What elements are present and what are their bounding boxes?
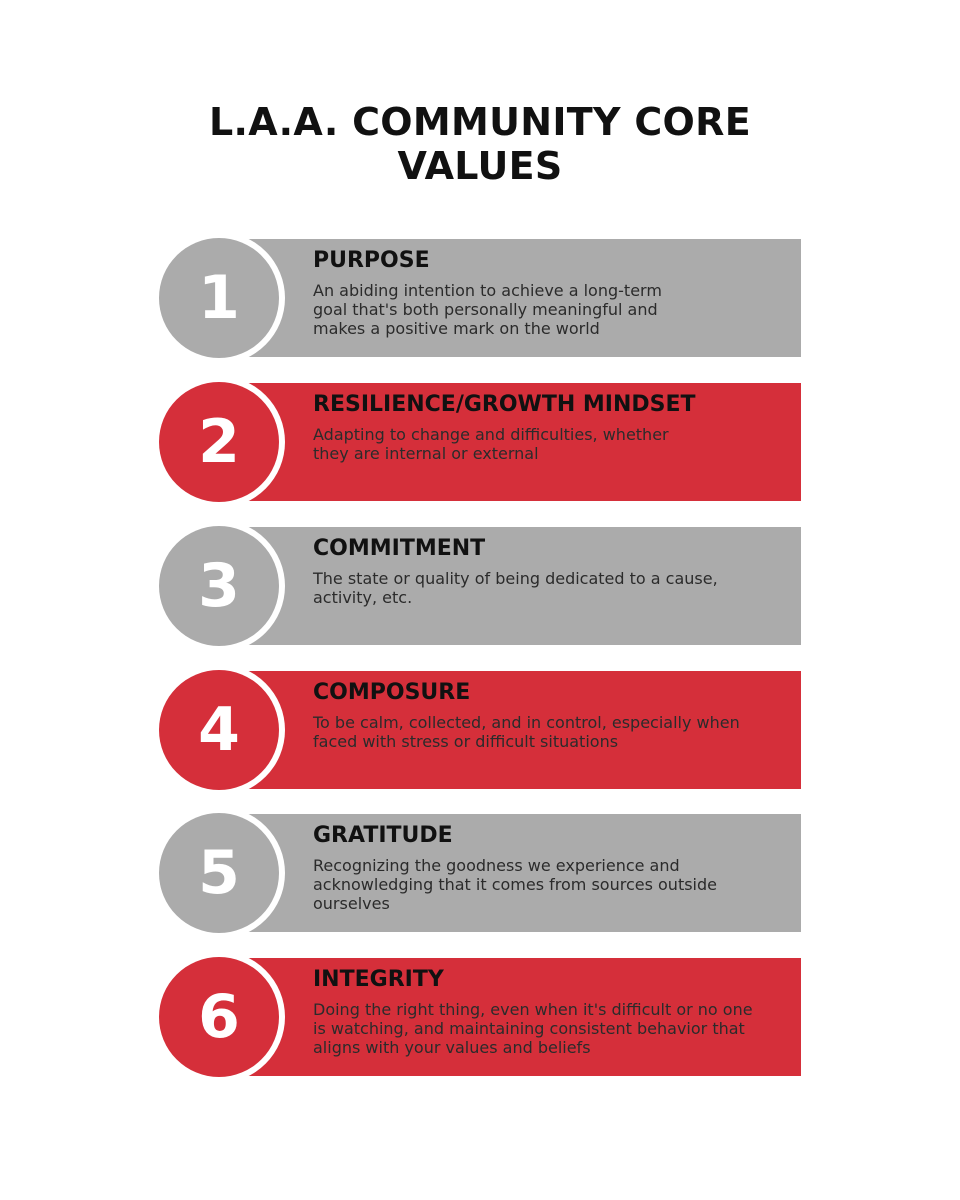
value-heading: COMPOSURE bbox=[313, 680, 471, 705]
number-circle bbox=[153, 951, 285, 1083]
value-item-composure bbox=[0, 667, 960, 793]
value-description bbox=[313, 713, 740, 751]
value-item-gratitude bbox=[0, 810, 960, 936]
value-description bbox=[313, 569, 718, 607]
description-line: An abiding intention to achieve a long-term bbox=[313, 281, 662, 300]
number-badge: 4 bbox=[159, 670, 279, 790]
number-circle bbox=[153, 232, 285, 364]
description-line: goal that's both personally meaningful and bbox=[313, 300, 658, 319]
description-line: Adapting to change and difficulties, whether bbox=[313, 425, 669, 444]
value-heading: GRATITUDE bbox=[313, 823, 453, 848]
description-line: To be calm, collected, and in control, especially when bbox=[313, 713, 740, 732]
description-line: Doing the right thing, even when it's difficult or no one bbox=[313, 1000, 753, 1019]
value-heading: INTEGRITY bbox=[313, 967, 444, 992]
number-circle bbox=[153, 376, 285, 508]
description-line: Recognizing the goodness we experience and bbox=[313, 856, 680, 875]
value-item-resilience bbox=[0, 379, 960, 505]
description-line: makes a positive mark on the world bbox=[313, 319, 600, 338]
number-circle bbox=[153, 664, 285, 796]
value-description bbox=[313, 856, 717, 913]
value-item-commitment bbox=[0, 523, 960, 649]
value-heading: PURPOSE bbox=[313, 248, 430, 273]
value-item-purpose bbox=[0, 235, 960, 361]
value-heading: RESILIENCE/GROWTH MINDSET bbox=[313, 392, 696, 417]
page-title bbox=[0, 100, 960, 188]
description-line: is watching, and maintaining consistent behavior that bbox=[313, 1019, 745, 1038]
description-line: The state or quality of being dedicated to a cause, bbox=[313, 569, 718, 588]
value-description bbox=[313, 281, 662, 338]
value-description bbox=[313, 425, 669, 463]
description-line: acknowledging that it comes from sources outside bbox=[313, 875, 717, 894]
number-badge: 1 bbox=[159, 238, 279, 358]
number-badge: 2 bbox=[159, 382, 279, 502]
description-line: ourselves bbox=[313, 894, 390, 913]
page-title-line-1: L.A.A. COMMUNITY CORE bbox=[209, 100, 751, 144]
description-line: activity, etc. bbox=[313, 588, 413, 607]
number-circle bbox=[153, 807, 285, 939]
value-item-integrity bbox=[0, 954, 960, 1080]
page-title-line-2: VALUES bbox=[397, 144, 563, 188]
description-line: they are internal or external bbox=[313, 444, 539, 463]
number-badge: 3 bbox=[159, 526, 279, 646]
description-line: aligns with your values and beliefs bbox=[313, 1038, 591, 1057]
description-line: faced with stress or difficult situations bbox=[313, 732, 619, 751]
value-heading: COMMITMENT bbox=[313, 536, 486, 561]
number-badge: 6 bbox=[159, 957, 279, 1077]
value-description bbox=[313, 1000, 753, 1057]
number-badge: 5 bbox=[159, 813, 279, 933]
number-circle bbox=[153, 520, 285, 652]
